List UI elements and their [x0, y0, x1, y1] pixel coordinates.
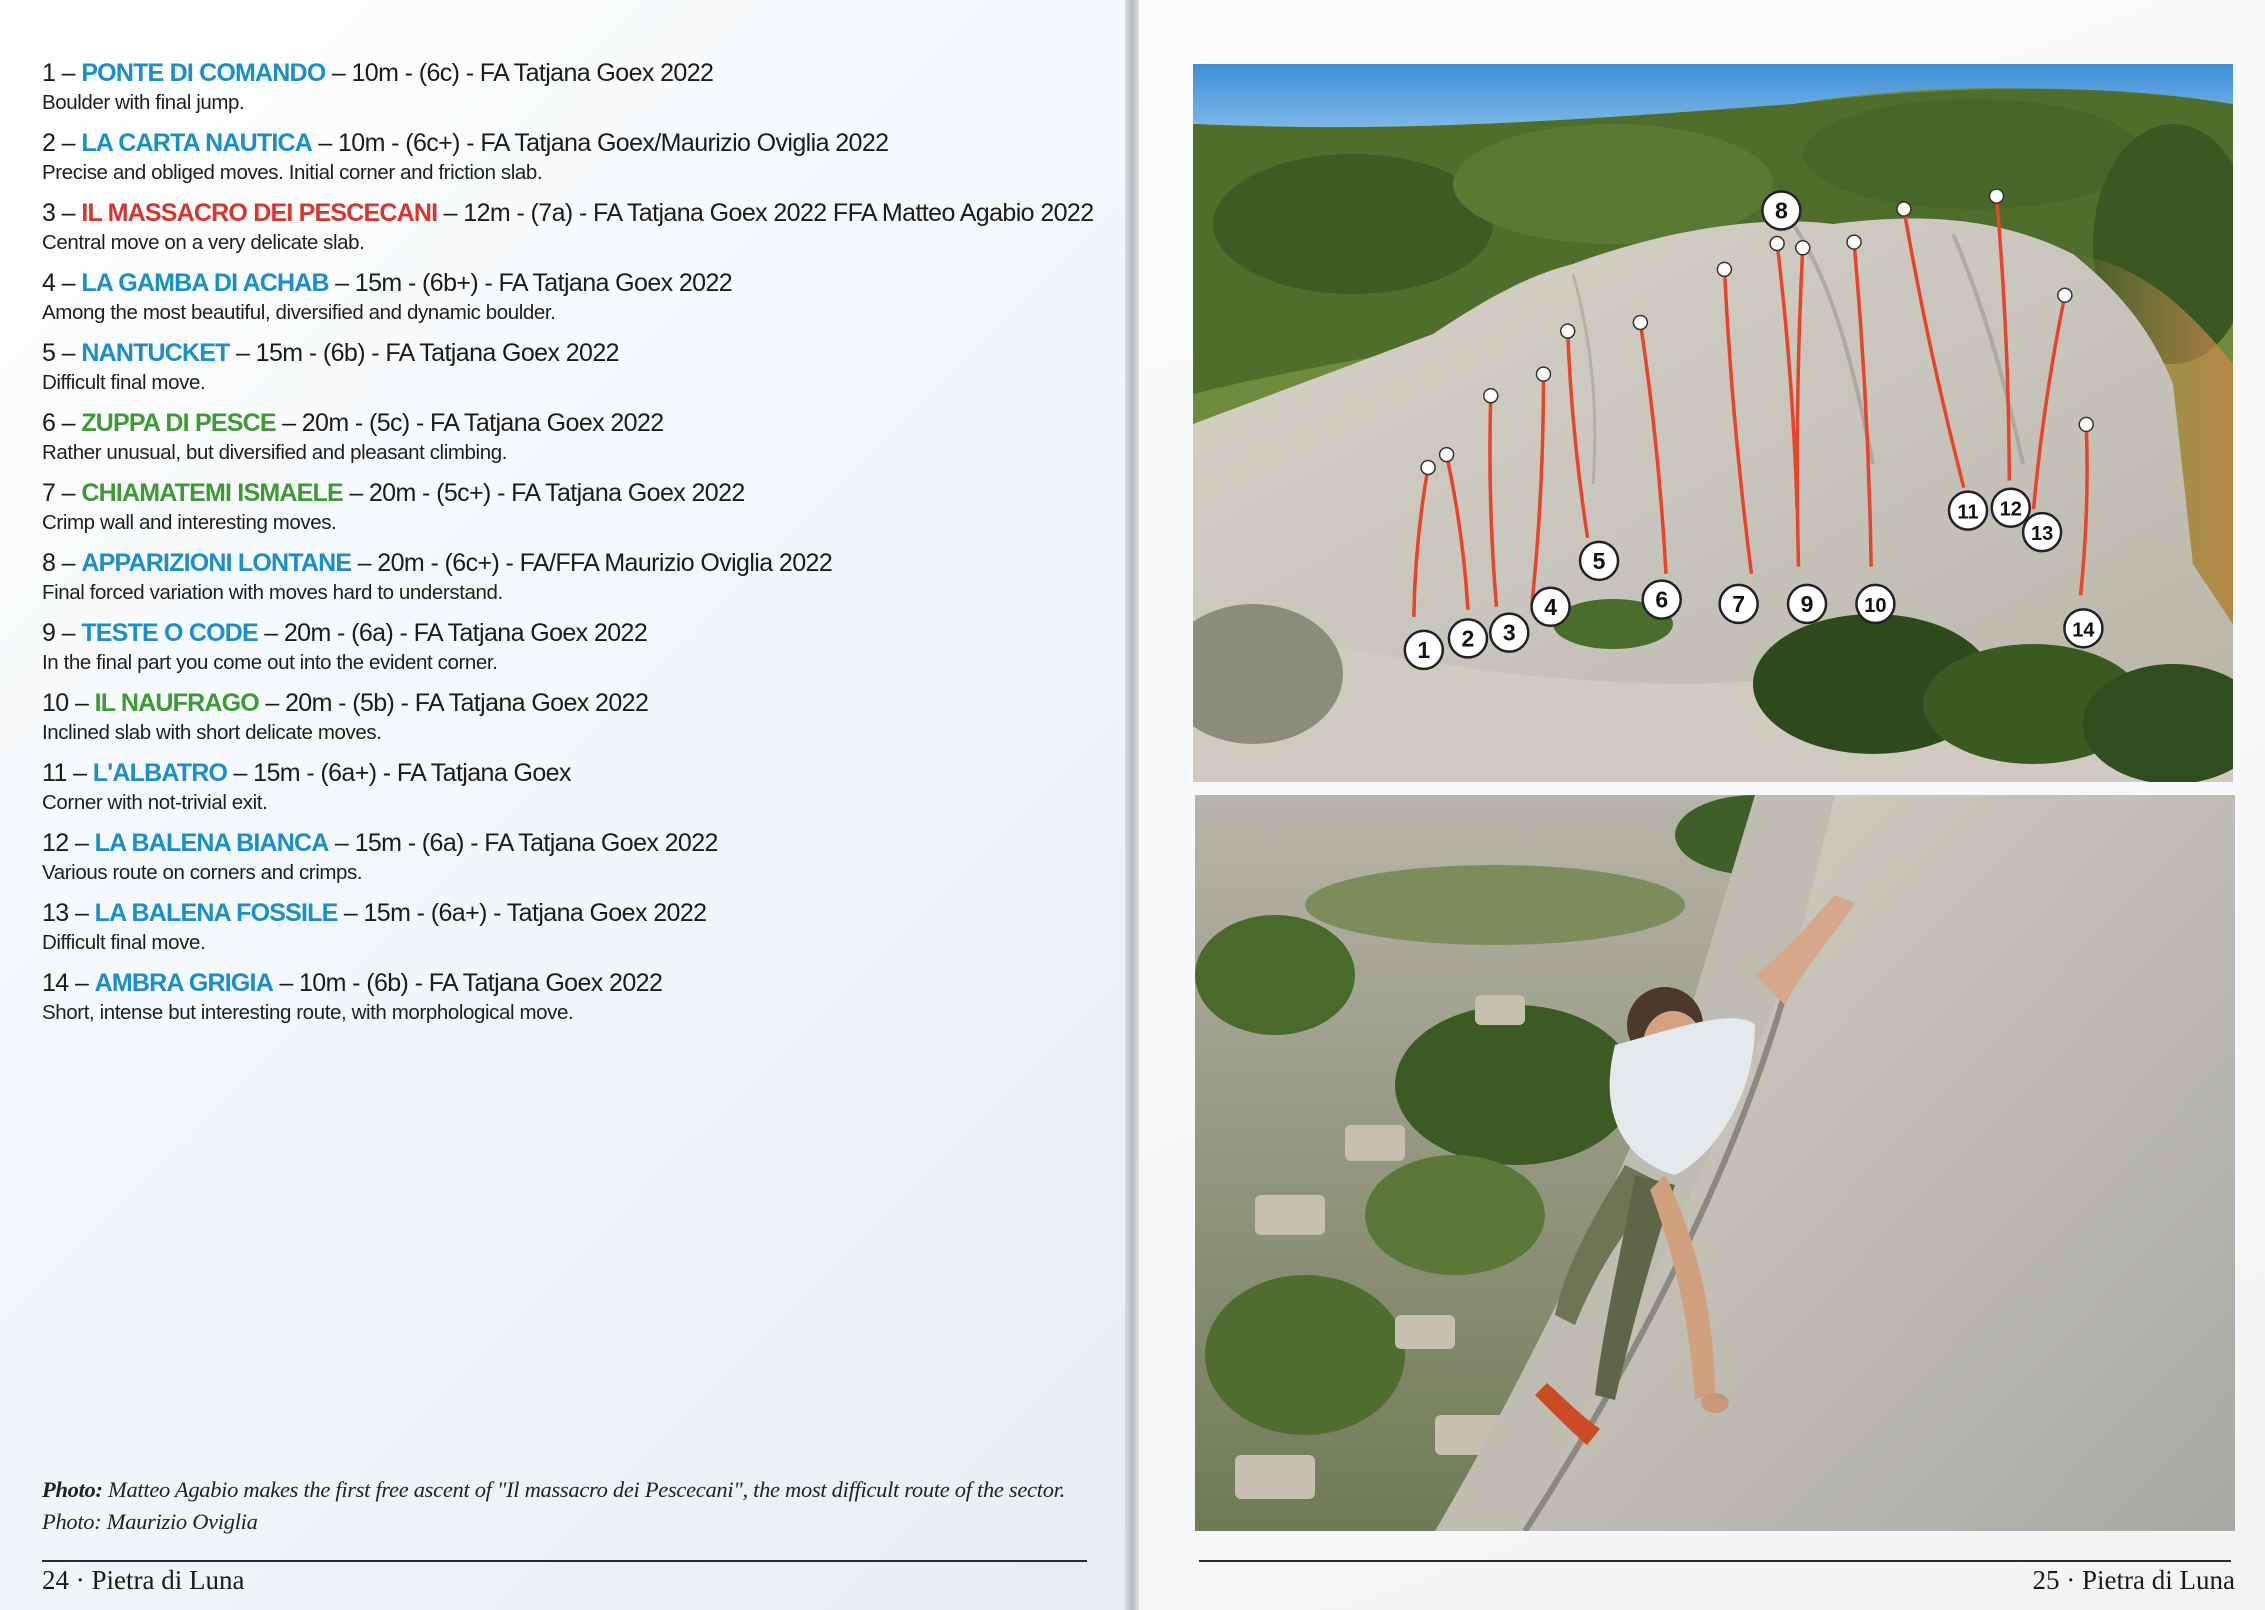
route-name: LA GAMBA DI ACHAB: [81, 269, 329, 297]
route-number-label: 5: [1592, 547, 1606, 574]
route-heading: 3 – IL MASSACRO DEI PESCECANI – 12m - (7a) - FA Tatjana Goex 2022 FFA Matteo Agabio 2022: [42, 199, 1094, 227]
route-number: 8: [42, 549, 56, 577]
route-entry: [42, 198, 1094, 257]
route-details: 15m - (6a+) - FA Tatjana Goex: [253, 759, 571, 787]
route-heading: 10 – IL NAUFRAGO – 20m - (5b) - FA Tatjana Goex 2022: [42, 689, 649, 717]
route-description: Precise and obliged moves. Initial corner and friction slab.: [42, 161, 543, 184]
route-number-label: 6: [1655, 586, 1669, 613]
route-name: NANTUCKET: [81, 339, 230, 367]
route-description: Among the most beautiful, diversified and dynamic boulder.: [42, 301, 556, 324]
route-number-label: 3: [1502, 619, 1516, 646]
route-number: 9: [42, 619, 56, 647]
route-details: 15m - (6b) - FA Tatjana Goex 2022: [255, 339, 619, 367]
route-number-marker: [1992, 489, 2030, 527]
route-name: LA BALENA FOSSILE: [94, 899, 338, 927]
route-number-label: 7: [1732, 590, 1746, 617]
route-number-label: 8: [1774, 197, 1788, 224]
route-anchor: [1796, 241, 1810, 255]
route-details: 20m - (5c) - FA Tatjana Goex 2022: [301, 409, 664, 437]
route-number-marker: [1580, 542, 1618, 580]
route-number-label: 11: [1957, 501, 1979, 524]
route-number-marker: [1643, 581, 1681, 619]
route-description: Crimp wall and interesting moves.: [42, 511, 337, 534]
route-number: 2: [42, 129, 56, 157]
route-heading: 4 – LA GAMBA DI ACHAB – 15m - (6b+) - FA Tatjana Goex 2022: [42, 269, 733, 297]
route-entry: [42, 828, 1082, 887]
route-name: TESTE O CODE: [81, 619, 258, 647]
route-entry: [42, 968, 1082, 1027]
route-heading: 9 – TESTE O CODE – 20m - (6a) - FA Tatjana Goex 2022: [42, 619, 648, 647]
topo-photo: [1193, 64, 2233, 782]
route-name: IL MASSACRO DEI PESCECANI: [81, 199, 438, 227]
climber-photo: [1195, 795, 2235, 1531]
route-description: Central move on a very delicate slab.: [42, 231, 365, 254]
route-number: 13: [42, 899, 69, 927]
route-anchor: [1536, 367, 1550, 381]
route-entry: [42, 268, 1082, 327]
right-page: [1139, 0, 2265, 1610]
route-entry: [42, 128, 1082, 187]
route-name: LA CARTA NAUTICA: [81, 129, 312, 157]
route-details: 10m - (6c+) - FA Tatjana Goex/Maurizio Oviglia 2022: [338, 129, 889, 157]
route-heading: 1 – PONTE DI COMANDO – 10m - (6c) - FA Tatjana Goex 2022: [42, 59, 714, 87]
route-details: 20m - (5b) - FA Tatjana Goex 2022: [284, 689, 649, 717]
route-entry: [42, 618, 1082, 677]
route-details: 10m - (6b) - FA Tatjana Goex 2022: [298, 969, 663, 997]
route-entry: [42, 338, 1082, 397]
route-entry: [42, 898, 1082, 957]
crag-topo: [1193, 64, 2233, 782]
route-details: 12m - (7a) - FA Tatjana Goex 2022 FFA Matteo Agabio 2022: [463, 199, 1094, 227]
route-description: Various route on corners and crimps.: [42, 861, 363, 884]
route-details: 15m - (6a) - FA Tatjana Goex 2022: [354, 829, 718, 857]
route-entry: [42, 478, 1082, 537]
route-number: 3: [42, 199, 56, 227]
route-anchor: [1561, 324, 1575, 338]
route-number-marker: [2064, 609, 2102, 647]
route-number-marker: [1856, 585, 1894, 623]
footer-rule: [42, 1560, 1087, 1562]
route-number-label: 14: [2072, 619, 2095, 642]
route-number: 7: [42, 479, 56, 507]
route-description: Short, intense but interesting route, with morphological move.: [42, 1001, 574, 1024]
route-number-marker: [1405, 631, 1443, 669]
route-details: 15m - (6b+) - FA Tatjana Goex 2022: [354, 269, 733, 297]
route-number-label: 12: [1999, 498, 2022, 521]
route-number-marker: [2023, 513, 2061, 551]
page-number-right: 25 · Pietra di Luna: [2032, 1565, 2235, 1595]
route-number-marker: [1788, 585, 1826, 623]
route-heading: 13 – LA BALENA FOSSILE – 15m - (6a+) - Tatjana Goex 2022: [42, 899, 707, 927]
route-name: L'ALBATRO: [92, 759, 228, 787]
route-name: APPARIZIONI LONTANE: [81, 549, 352, 577]
route-number: 5: [42, 339, 56, 367]
photo-caption: [42, 1474, 1087, 1538]
route-number: 6: [42, 409, 56, 437]
route-number: 11: [42, 759, 67, 787]
route-anchor: [1717, 262, 1731, 276]
route-entry: [42, 408, 1082, 467]
book-gutter: [1125, 0, 1139, 1610]
route-description: Inclined slab with short delicate moves.: [42, 721, 382, 744]
route-number: 1: [42, 59, 56, 87]
route-details: 10m - (6c) - FA Tatjana Goex 2022: [351, 59, 714, 87]
route-heading: 8 – APPARIZIONI LONTANE – 20m - (6c+) - FA/FFA Maurizio Oviglia 2022: [42, 549, 833, 577]
climber-scene: [1195, 795, 2235, 1531]
route-number: 14: [42, 969, 69, 997]
route-entry: [42, 58, 1082, 117]
route-number: 10: [42, 689, 69, 717]
route-entry: [42, 688, 1082, 747]
route-anchor: [1633, 315, 1647, 329]
route-number-marker: [1949, 492, 1987, 530]
route-heading: 2 – LA CARTA NAUTICA – 10m - (6c+) - FA Tatjana Goex/Maurizio Oviglia 2022: [42, 129, 889, 157]
route-number-label: 1: [1417, 636, 1431, 663]
route-details: 20m - (6a) - FA Tatjana Goex 2022: [283, 619, 648, 647]
route-anchor: [2079, 417, 2093, 431]
route-anchor: [1440, 448, 1454, 462]
route-description: Corner with not-trivial exit.: [42, 791, 268, 814]
route-name: CHIAMATEMI ISMAELE: [81, 479, 343, 507]
route-name: PONTE DI COMANDO: [81, 59, 326, 87]
route-heading: 12 – LA BALENA BIANCA – 15m - (6a) - FA Tatjana Goex 2022: [42, 829, 718, 857]
route-heading: 11 – L'ALBATRO – 15m - (6a+) - FA Tatjana Goex: [42, 759, 571, 787]
route-description: Difficult final move.: [42, 371, 206, 394]
caption-text: Matteo Agabio makes the first free ascent of "Il massacro dei Pescecani", the most difficult route of the sector. Photo: Maurizio Oviglia: [42, 1477, 1065, 1534]
left-page: [0, 0, 1125, 1610]
route-entry: [42, 758, 1082, 817]
route-anchor: [1484, 389, 1498, 403]
route-number-label: 13: [2030, 523, 2054, 546]
route-number-label: 10: [1864, 594, 1887, 617]
route-name: ZUPPA DI PESCE: [81, 409, 276, 437]
page-number-left: 24 · Pietra di Luna: [42, 1565, 245, 1595]
route-entry: [42, 548, 1082, 607]
route-description: In the final part you come out into the evident corner.: [42, 651, 498, 674]
route-number-label: 2: [1461, 625, 1475, 652]
route-description: Final forced variation with moves hard to understand.: [42, 581, 503, 604]
route-heading: 5 – NANTUCKET – 15m - (6b) - FA Tatjana Goex 2022: [42, 339, 619, 367]
footer-rule-right: [1199, 1560, 2231, 1562]
route-details: 15m - (6a+) - Tatjana Goex 2022: [363, 899, 707, 927]
route-anchor: [1990, 189, 2004, 203]
route-number: 12: [42, 829, 69, 857]
route-name: LA BALENA BIANCA: [94, 829, 329, 857]
route-number-label: 4: [1544, 593, 1557, 620]
route-name: IL NAUFRAGO: [94, 689, 259, 717]
route-number-label: 9: [1800, 590, 1814, 617]
route-heading: 6 – ZUPPA DI PESCE – 20m - (5c) - FA Tatjana Goex 2022: [42, 409, 664, 437]
route-number-marker: [1720, 585, 1758, 623]
route-anchor: [2058, 288, 2072, 302]
route-number-marker: [1762, 191, 1800, 229]
route-anchor: [1770, 237, 1784, 251]
route-description: Difficult final move.: [42, 931, 206, 954]
route-number: 4: [42, 269, 56, 297]
route-anchor: [1421, 461, 1435, 475]
route-list: [42, 58, 1094, 1038]
route-heading: 14 – AMBRA GRIGIA – 10m - (6b) - FA Tatjana Goex 2022: [42, 969, 663, 997]
caption-label: Photo:: [42, 1477, 103, 1502]
route-number-marker: [1449, 619, 1487, 657]
route-description: Rather unusual, but diversified and pleasant climbing.: [42, 441, 507, 464]
route-description: Boulder with final jump.: [42, 91, 245, 114]
route-heading: 7 – CHIAMATEMI ISMAELE – 20m - (5c+) - FA Tatjana Goex 2022: [42, 479, 745, 507]
route-number-marker: [1532, 588, 1570, 626]
route-anchor: [1847, 235, 1861, 249]
route-name: AMBRA GRIGIA: [94, 969, 273, 997]
route-details: 20m - (6c+) - FA/FFA Maurizio Oviglia 2022: [377, 549, 833, 577]
route-anchor: [1897, 202, 1911, 216]
route-number-marker: [1490, 614, 1528, 652]
route-details: 20m - (5c+) - FA Tatjana Goex 2022: [368, 479, 745, 507]
